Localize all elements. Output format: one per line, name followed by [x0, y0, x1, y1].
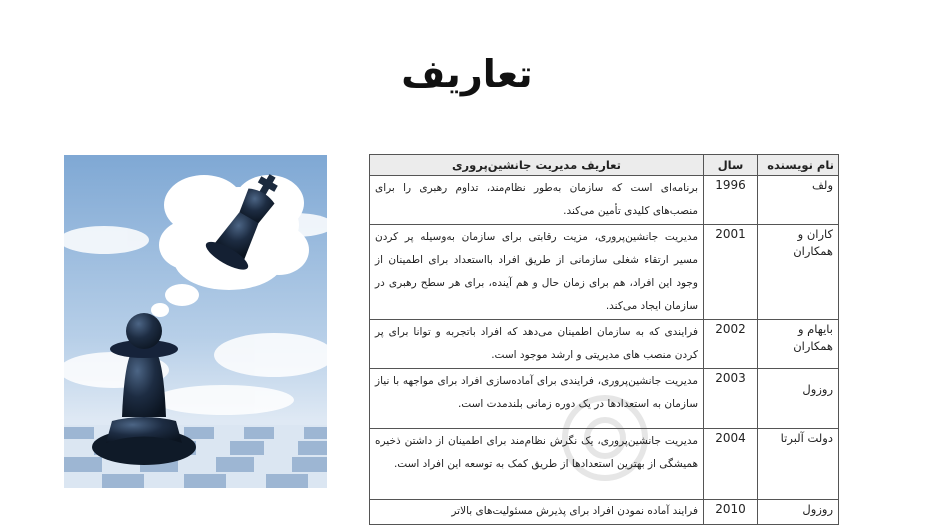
cell-year: 2003: [704, 369, 758, 429]
cell-author: روزول: [758, 500, 839, 525]
cell-author: دولت آلبرتا: [758, 429, 839, 500]
table-row: [370, 500, 839, 525]
header-author: نام نویسنده: [758, 155, 839, 176]
cell-year: 1996: [704, 176, 758, 225]
header-year: سال: [704, 155, 758, 176]
cell-definition: برنامه‌ای است که سازمان به‌طور نظام‌مند، تداوم رهبری را برای منصب‌های کلیدی تأمین می‌کند.: [370, 176, 704, 225]
cell-year: 2001: [704, 225, 758, 320]
table-header-row: [370, 155, 839, 176]
cell-author: روزول: [758, 369, 839, 429]
cell-author: ولف: [758, 176, 839, 225]
cell-author: بایهام و همکاران: [758, 320, 839, 369]
definitions-table: [369, 154, 839, 525]
cell-definition: فرایند آماده نمودن افراد برای پذیرش مسئولیت‌های بالاتر: [370, 500, 704, 525]
chess-illustration: [64, 155, 327, 488]
cell-year: 2010: [704, 500, 758, 525]
table-row: [370, 176, 839, 225]
table-row: [370, 320, 839, 369]
cell-year: 2002: [704, 320, 758, 369]
header-definition: تعاریف مدیریت جانشین‌پروری: [370, 155, 704, 176]
cell-year: 2004: [704, 429, 758, 500]
cell-author: کاران و همکاران: [758, 225, 839, 320]
cell-definition: مدیریت جانشین‌پروری، مزیت رقابتی برای سازمان به‌وسیله پر کردن مسیر ارتقاء شغلی سازمانی از طریق افراد بااستعداد برای اطمینان از وجود این افراد، هم برای زمان حال و هم آینده، برای هر سطح رهبری در سازمان ایجاد می‌کند.: [370, 225, 704, 320]
slide-title: تعاریف: [401, 52, 533, 96]
cell-definition: فرایندی که به سازمان اطمینان می‌دهد که افراد باتجربه و توانا برای پر کردن منصب های مدیریتی و ارشد موجود است.: [370, 320, 704, 369]
table-row: [370, 369, 839, 429]
table-row: [370, 225, 839, 320]
table-row: [370, 429, 839, 500]
cell-definition: مدیریت جانشین‌پروری، فرایندی برای آماده‌سازی افراد برای مواجهه با نیاز سازمان به استعدادها در یک دوره زمانی بلندمدت است.: [370, 369, 704, 429]
cell-definition: مدیریت جانشین‌پروری، یک نگرش نظام‌مند برای اطمینان از داشتن ذخیره همیشگی از بهترین استعدادها از طریق کمک به توسعه این افراد است.: [370, 429, 704, 500]
